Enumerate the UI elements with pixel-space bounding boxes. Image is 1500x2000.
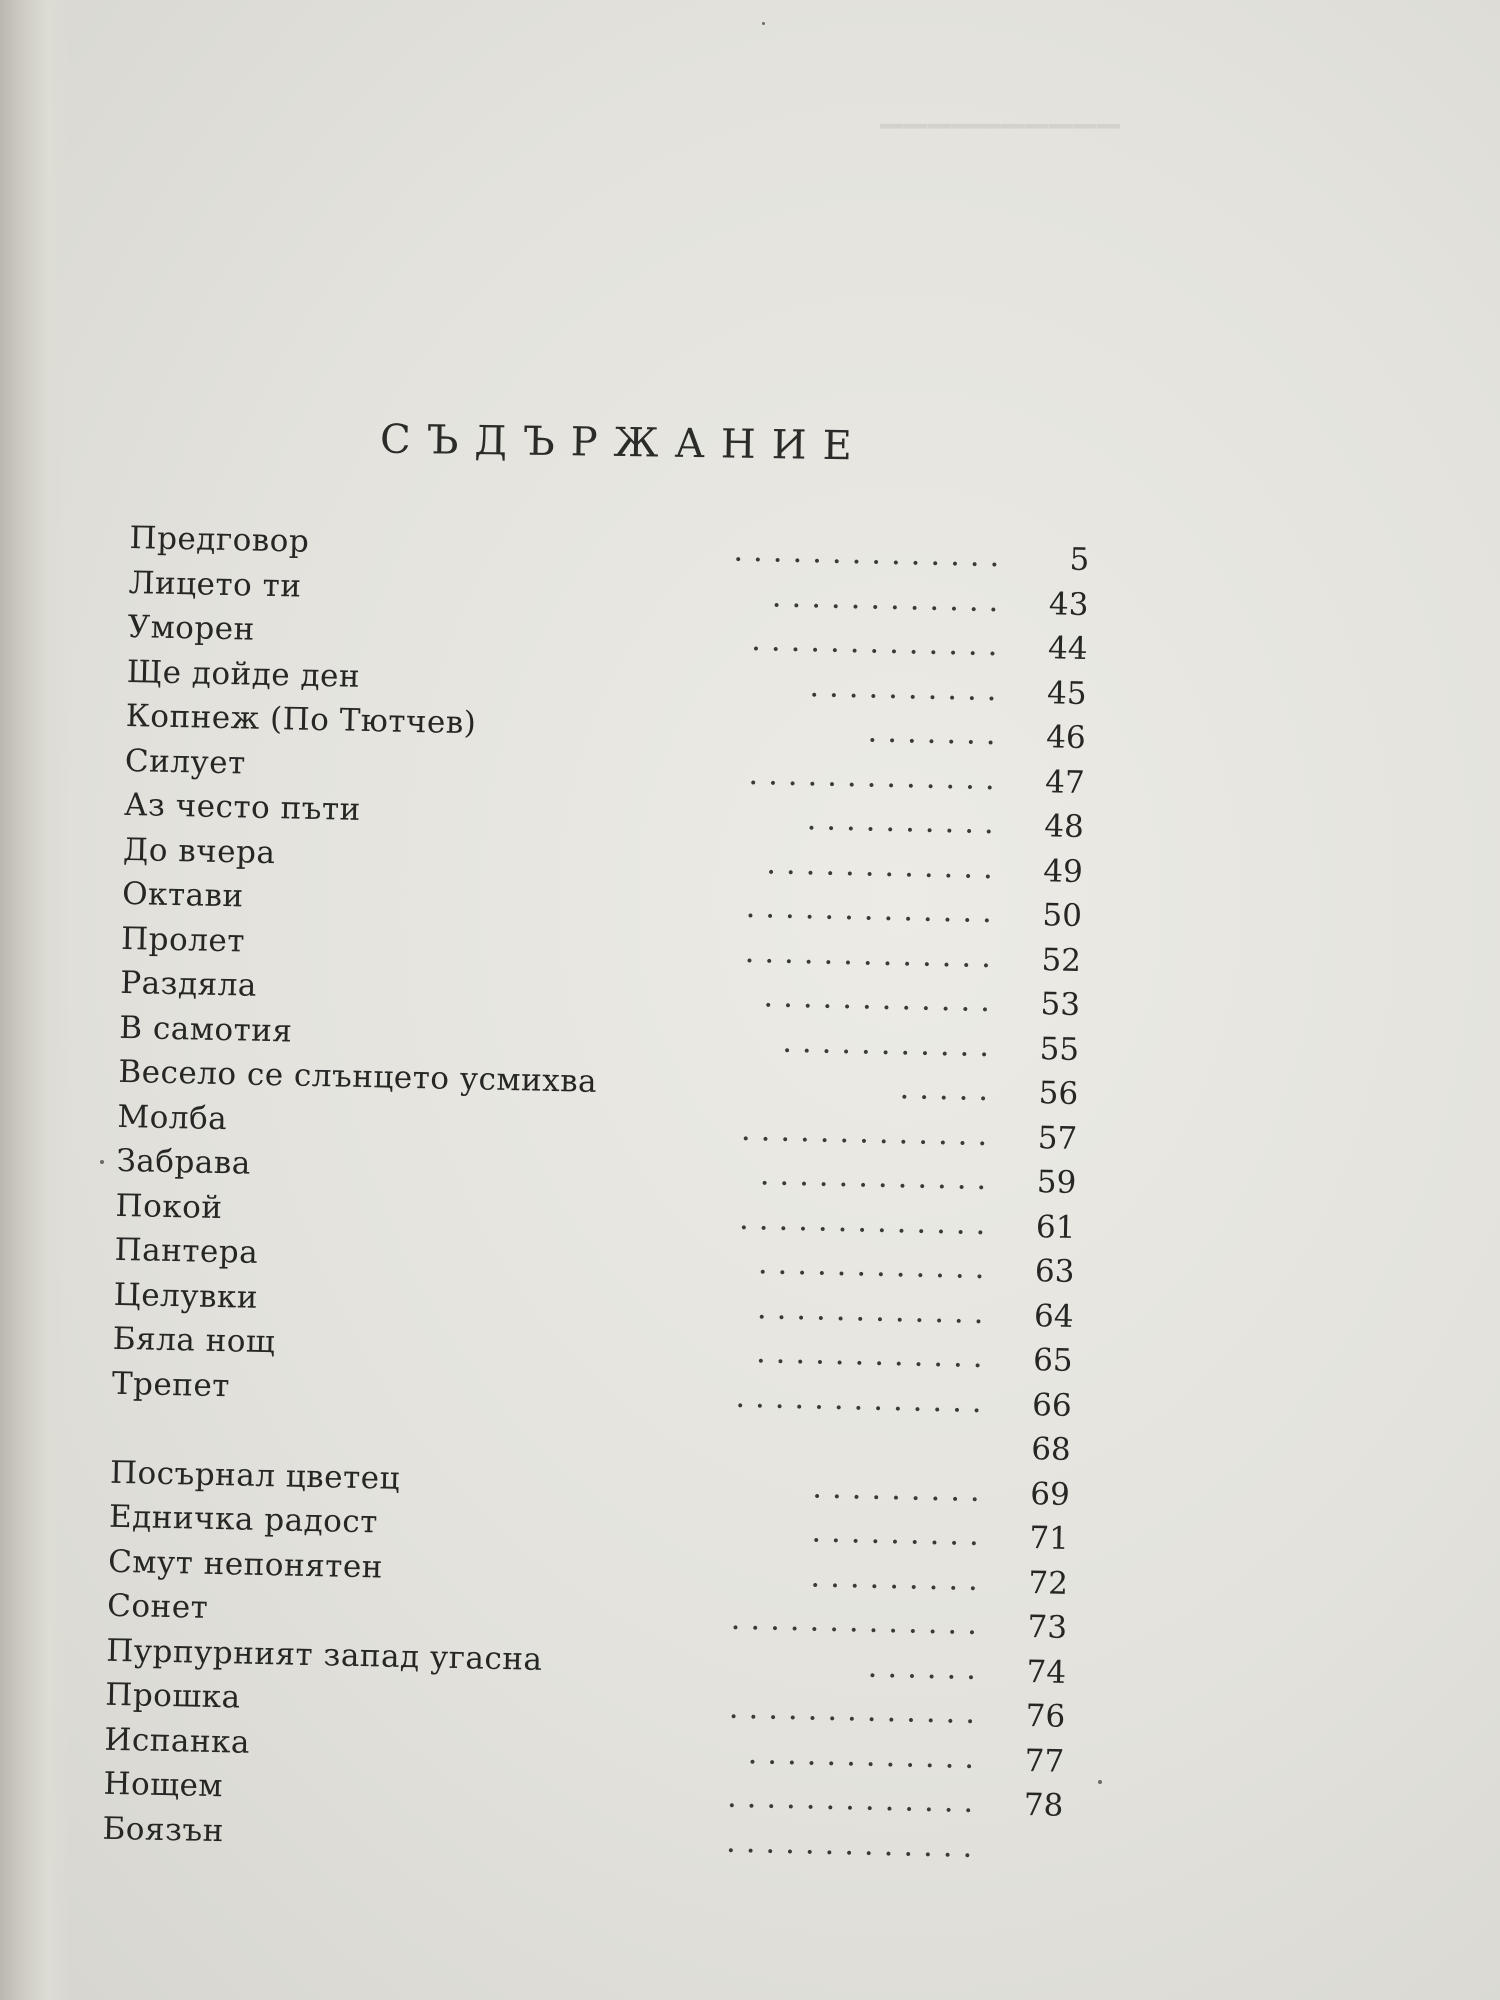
toc-entry-title: Сонет [106, 1587, 209, 1626]
toc-entry-page-number: 45 [1046, 674, 1087, 712]
toc-leader-dots: . . . . . . . . . [811, 1513, 980, 1553]
toc-entry-page-number: 71 [1029, 1520, 1070, 1557]
toc-entry-page-number: 73 [1027, 1609, 1068, 1646]
toc-entry-page-number: 47 [1044, 763, 1086, 801]
toc-entry-title: Трепет [111, 1365, 231, 1404]
toc-entry-title: Прошка [105, 1676, 241, 1716]
page-title: СЪДЪРЖАНИЕ [379, 416, 869, 470]
toc-entry-page-number: 55 [1039, 1030, 1080, 1068]
toc-leader-dots: . . . . . . . . . . [809, 667, 998, 708]
toc-entry-page-number: 59 [1036, 1164, 1077, 1201]
toc-leader-dots: . . . . . . . . . . . . [747, 1734, 975, 1776]
toc-leader-dots: . . . . . . . . . . . . . [735, 1378, 983, 1420]
toc-entry-title: Весело се слънцето усмихва [118, 1053, 598, 1100]
toc-entry-page-number: 69 [1029, 1475, 1071, 1513]
toc-entry-page-number: 5 [1069, 541, 1090, 579]
toc-entry-title: Едничка радост [108, 1498, 379, 1541]
toc-entry-page-number: 77 [1024, 1742, 1065, 1780]
paper-speck [100, 1160, 104, 1164]
toc-entry-title: Испанка [104, 1721, 251, 1761]
toc-entry-title: До вчера [122, 831, 276, 871]
toc-entry-title: Ще дойде ден [126, 653, 361, 695]
toc-entry-page-number: 74 [1026, 1653, 1067, 1691]
toc-leader-dots: . . . . . . . . . . . . . . [733, 532, 1000, 575]
toc-leader-dots: . . . . . . . . . . [806, 801, 995, 842]
toc-leader-dots: . . . . . . . . . [810, 1557, 979, 1598]
show-through-text: ▁▁▁▁▁▁▁▁▁▁ [879, 94, 1120, 129]
toc-entry-page-number [983, 1831, 1063, 1833]
toc-entry-title: Октави [121, 875, 245, 915]
toc-leader-dots: . . . . . . . . . . . . [759, 1156, 987, 1198]
toc-entry-title: Раздяла [119, 964, 258, 1004]
toc-entry-title: Пурпурният запад угасна [105, 1632, 543, 1678]
toc-leader-dots: . . . . . . . . . . . . . [730, 1600, 978, 1642]
toc-entry-title: Целувки [113, 1276, 259, 1316]
toc-leader-dots: . . . . . . [867, 1648, 977, 1687]
toc-leader-dots: . . . . . . . . . . . . [763, 978, 991, 1020]
toc-entry-page-number: 43 [1048, 585, 1089, 623]
toc-leader-dots: . . . . . . . . . . . . . [750, 622, 998, 664]
toc-leader-dots: . . . . . . . [867, 713, 997, 753]
toc-entry-page-number: 48 [1043, 808, 1085, 846]
toc-entry-page-number: 76 [1025, 1698, 1066, 1735]
toc-entry-page-number: 78 [1023, 1787, 1064, 1824]
toc-entry-page-number: 52 [1041, 941, 1082, 979]
toc-entry-title: Пролет [120, 920, 246, 959]
toc-entry-page-number: 64 [1033, 1297, 1074, 1335]
toc-entry-page-number: 65 [1032, 1342, 1073, 1379]
toc-entry-title: Аз често пъти [123, 786, 362, 828]
toc-entry-page-number: 72 [1028, 1564, 1069, 1602]
toc-entry-title: Смут непонятен [107, 1543, 384, 1586]
toc-entry-title: Боязън [102, 1810, 225, 1849]
toc-entry-page-number: 50 [1042, 897, 1083, 935]
toc-entry-title: Молба [117, 1098, 228, 1137]
toc-entry-title: Нощем [103, 1765, 224, 1805]
toc-leader-dots: . . . . . . . . . . . . [757, 1245, 985, 1287]
toc-entry-title: Покой [115, 1187, 223, 1226]
toc-leader-dots: . . . . . . . . . . . . . [744, 933, 992, 975]
toc-leader-dots: . . . . . . . . . . . . . [738, 1200, 986, 1242]
toc-entry-page-number: 49 [1043, 852, 1084, 890]
table-of-contents [102, 520, 1110, 1875]
toc-entry-title: Предговор [129, 520, 310, 560]
toc-leader-dots: . . . . . . . . . . . . . [725, 1823, 973, 1865]
toc-leader-dots: . . . . . . . . . . . . . [728, 1689, 976, 1731]
toc-leader-dots: . . . . . . . . . . . . [755, 1334, 984, 1376]
toc-leader-dots: . . . . . . . . . [811, 1469, 981, 1509]
toc-entry-title: Силует [124, 742, 247, 781]
page-gutter-shadow [0, 0, 70, 2000]
toc-entry-page-number: 63 [1034, 1253, 1075, 1290]
toc-entry-page-number: 61 [1035, 1208, 1076, 1246]
toc-entry-page-number: 66 [1031, 1386, 1073, 1424]
toc-leader-dots: . . . . . . . . . . . . . [726, 1778, 974, 1820]
toc-entry-title: В самотия [118, 1009, 293, 1050]
toc-entry-title: Пантера [114, 1231, 259, 1271]
toc-entry-page-number: 46 [1045, 719, 1087, 757]
toc-entry-page-number: 53 [1040, 986, 1081, 1023]
toc-leader-dots: . . . . . . . . . . . . [756, 1289, 984, 1331]
toc-entry-page-number: 57 [1037, 1119, 1078, 1157]
toc-entry-title: Посърнал цветец [109, 1454, 401, 1497]
toc-leader-dots: . . . . . . . . . . . . [771, 577, 999, 619]
toc-leader-dots: . . . . . . . . . . . . . [748, 755, 996, 797]
toc-entry-title: Забрава [116, 1142, 252, 1182]
paper-speck [1098, 1780, 1102, 1784]
toc-leader-dots: . . . . . . . . . . . . [765, 844, 994, 886]
toc-leader-dots: . . . . . . . . . . . [781, 1023, 990, 1064]
toc-entry-title: Уморен [127, 608, 256, 648]
toc-entry-page-number: 44 [1047, 630, 1088, 668]
toc-leader-dots: . . . . . [899, 1070, 989, 1109]
toc-leader-dots: . . . . . . . . . . . . . [745, 888, 993, 931]
toc-leader-dots: . . . . . . . . . . . . . [740, 1111, 988, 1153]
toc-entry-title: Бяла нощ [112, 1320, 276, 1361]
toc-entry-page-number: 56 [1038, 1075, 1079, 1112]
toc-entry-title: Лицето ти [128, 564, 302, 605]
toc-entry-title: Копнеж (По Тютчев) [125, 697, 477, 742]
toc-entry-page-number: 68 [1030, 1431, 1072, 1468]
paper-speck [762, 22, 765, 25]
